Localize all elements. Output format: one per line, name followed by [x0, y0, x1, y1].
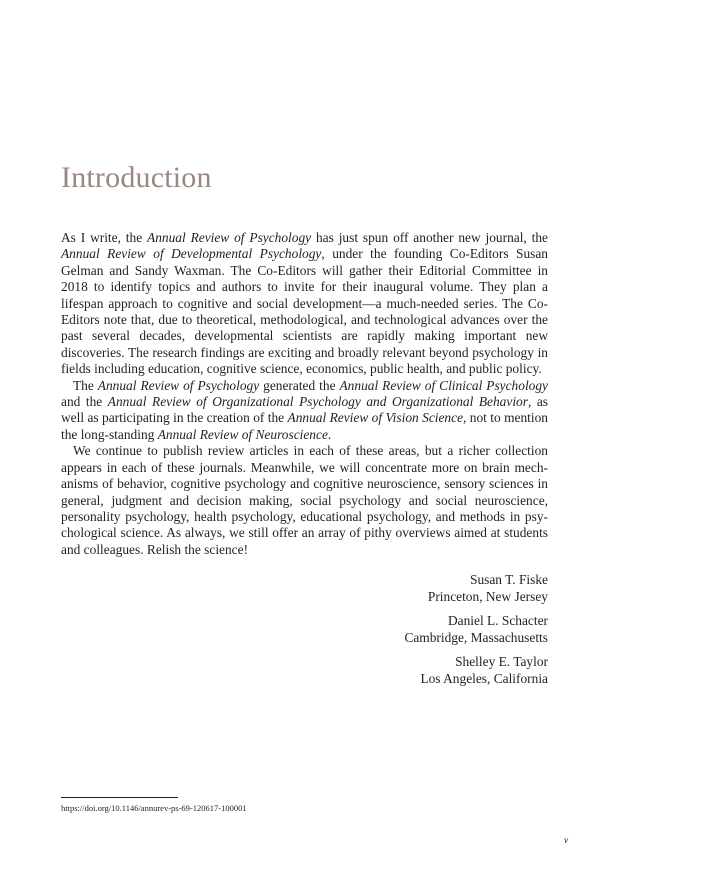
- page-number: v: [564, 836, 569, 846]
- signature: [61, 612, 548, 646]
- editor-location: Cambridge, Massachusetts: [404, 630, 548, 645]
- text-run: We continue to publish review articles in each of these areas, but a richer collection appears in each of these journals. Meanwhile, we will concentrate more on brain mechanisms of behavior, cognitive psychology and cognitive neuroscience, sensory sciences in general, judgment and decision making, social psychology and social neuroscience, personality psychology, health psychology, educational psychology, and methods in psychological science. As always, we still offer an array of pithy overviews aimed at students and colleagues. Relish the science!: [61, 443, 548, 557]
- paragraph-3: [61, 443, 548, 558]
- body-text: [61, 230, 548, 558]
- editor-location: Los Angeles, California: [420, 671, 548, 686]
- journal-title: Annual Review of Psychology: [97, 377, 260, 393]
- journal-title: Annual Review of Psychology: [147, 230, 312, 245]
- doi-link[interactable]: https://doi.org/10.1146/annurev-ps-69-120617-100001: [61, 803, 247, 813]
- journal-title: Annual Review of Vision Science: [287, 410, 464, 426]
- text-run: , not to mention the long-standing: [61, 410, 549, 442]
- journal-title: Annual Review of Developmental Psychology: [61, 246, 322, 262]
- signature: [61, 653, 548, 687]
- text-run: As I write, the: [61, 230, 148, 245]
- editor-location: Princeton, New Jersey: [427, 589, 548, 604]
- signature-block: [61, 571, 548, 694]
- paragraph-1: [61, 230, 548, 378]
- journal-title: Annual Review of Neuroscience: [157, 426, 328, 442]
- journal-title: Annual Review of Organizational Psychology and Organizational Behavior: [107, 394, 528, 410]
- text-run: The: [73, 377, 98, 393]
- editor-name: Shelley E. Taylor: [455, 654, 548, 669]
- page-title: Introduction: [61, 161, 212, 194]
- journal-title: Annual Review of Clinical Psychology: [339, 377, 548, 393]
- text-run: , as well as participating in the creation of the: [61, 394, 548, 426]
- text-run: has just spun off another new journal, the: [311, 230, 548, 245]
- text-run: .: [327, 426, 332, 442]
- text-run: and the: [61, 394, 108, 410]
- text-run: generated the: [259, 377, 340, 393]
- editor-name: Susan T. Fiske: [470, 572, 548, 587]
- text-run: , under the founding Co-Editors Susan Gelman and Sandy Waxman. The Co-Editors will gather their Editorial Committee in 2018 to identify topics and authors to invite for their inaugural volume. They plan a lifespan approach to cognitive and social development—a much-needed series. The Co-Editors note that, due to theoretical, methodological, and technological advances over the past several decades, developmental scientists are rapidly making important new discoveries. The research findings are exciting and broadly relevant beyond psychology in fields including education, cognitive science, economics, public health, and public policy.: [61, 246, 548, 377]
- paragraph-2: [61, 378, 548, 444]
- signature: [61, 571, 548, 605]
- editor-name: Daniel L. Schacter: [447, 613, 548, 628]
- footnote-rule: [61, 797, 178, 798]
